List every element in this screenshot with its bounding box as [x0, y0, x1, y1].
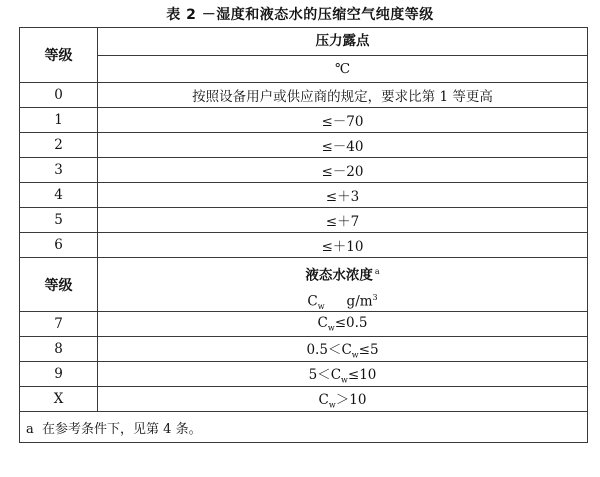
range-upper: ≤10: [347, 367, 377, 384]
range-lower: 5＜: [308, 367, 331, 384]
concentration-subscript: w: [327, 323, 335, 333]
table-row: [20, 133, 588, 158]
water-concentration-cell: [98, 362, 588, 387]
table-row: [20, 337, 588, 362]
grade-cell: 5: [20, 208, 98, 233]
dew-point-cell: ≤－20: [98, 158, 588, 183]
grade-cell: 6: [20, 233, 98, 258]
table-row: [20, 183, 588, 208]
water-concentration-cell: [98, 337, 588, 362]
liquid-water-label-line: [98, 258, 587, 285]
table-row: [20, 362, 588, 387]
concentration-unit: g/m: [346, 293, 373, 310]
grade-cell: 4: [20, 183, 98, 208]
concentration-symbol: C: [330, 367, 342, 384]
footnote-mark: a: [26, 421, 34, 437]
concentration-symbol: C: [318, 392, 329, 409]
dew-point-cell: ≤－70: [98, 108, 588, 133]
grade-cell: 2: [20, 133, 98, 158]
section1-header-row: [20, 28, 588, 83]
grade-column-header: 等级: [20, 28, 98, 83]
concentration-subscript: w: [351, 350, 359, 360]
table-row: [20, 208, 588, 233]
dew-point-cell: ≤－40: [98, 133, 588, 158]
concentration-subscript: w: [341, 375, 348, 385]
table-caption: 表 2 －湿度和液态水的压缩空气纯度等级: [166, 7, 434, 23]
grade-column-header: 等级: [20, 258, 98, 312]
purity-class-table: [19, 27, 588, 443]
concentration-symbol: C: [307, 293, 318, 310]
range-upper: ≤5: [358, 342, 379, 359]
footnote-cell: [20, 412, 588, 443]
pressure-dew-point-label: 压力露点: [98, 28, 587, 56]
grade-cell: 1: [20, 108, 98, 133]
pressure-dew-point-header: [98, 28, 588, 83]
range-lower: 0.5＜: [306, 342, 342, 359]
temperature-unit: ℃: [334, 61, 351, 77]
dew-point-cell: ≤＋10: [98, 233, 588, 258]
liquid-water-header: [98, 258, 588, 312]
table-row: [20, 108, 588, 133]
grade-cell: 3: [20, 158, 98, 183]
grade-cell: 7: [20, 312, 98, 337]
table-row: [20, 158, 588, 183]
range-upper: ＞10: [335, 392, 367, 409]
table-row: [20, 312, 588, 337]
water-concentration-cell: [98, 312, 588, 337]
concentration-unit-line: [98, 285, 587, 311]
concentration-symbol: C: [341, 342, 352, 359]
table-row: [20, 233, 588, 258]
footnote-row: [20, 412, 588, 443]
concentration-subscript: w: [328, 400, 336, 410]
grade-cell: 8: [20, 337, 98, 362]
liquid-water-label: 液态水浓度: [305, 267, 373, 284]
footnote-ref: a: [374, 267, 380, 276]
range-upper: ≤0.5: [334, 315, 368, 332]
table-row: [20, 387, 588, 412]
dew-point-cell: 按照设备用户或供应商的规定，要求比第 1 等更高: [98, 83, 588, 108]
footnote-text: 在参考条件下，见第 4 条。: [42, 421, 202, 437]
dew-point-cell: ≤＋7: [98, 208, 588, 233]
unit-exponent: 3: [372, 293, 378, 302]
water-concentration-cell: [98, 387, 588, 412]
grade-cell: 0: [20, 83, 98, 108]
grade-cell: X: [20, 387, 98, 412]
grade-cell: 9: [20, 362, 98, 387]
dew-point-cell: ≤＋3: [98, 183, 588, 208]
concentration-symbol: C: [317, 315, 328, 332]
concentration-subscript: w: [317, 302, 325, 312]
table-row: [20, 83, 588, 108]
section2-header-row: [20, 258, 588, 312]
